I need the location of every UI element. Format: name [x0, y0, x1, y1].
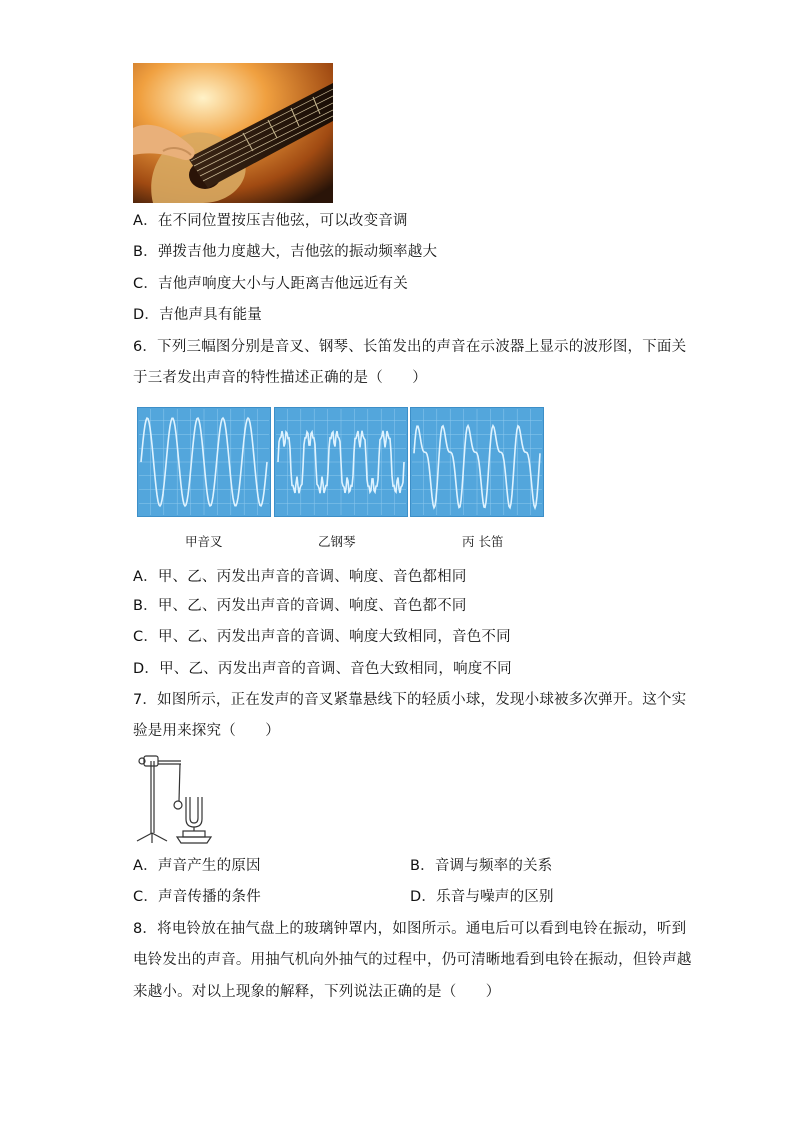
- q6-option-a: A．甲、乙、丙发出声音的音调、响度、音色都相同: [133, 569, 467, 585]
- q8-stem-line1: 8．将电铃放在抽气盘上的玻璃钟罩内，如图所示。通电后可以看到电铃在振动，听到: [133, 921, 687, 937]
- tuning-fork-pendulum-figure: [131, 753, 215, 845]
- waveform-tuning-fork: [137, 407, 271, 517]
- q6-stem-line1: 6．下列三幅图分别是音叉、钢琴、长笛发出的声音在示波器上显示的波形图，下面关: [133, 339, 687, 355]
- q7-option-c: C．声音传播的条件: [133, 889, 261, 905]
- q8-stem-line2: 电铃发出的声音。用抽气机向外抽气的过程中，仍可清晰地看到电铃在振动，但铃声越: [133, 952, 692, 968]
- caption-flute: 丙 长笛: [462, 534, 504, 549]
- q7-stem-line2: 验是用来探究（ ）: [133, 723, 280, 739]
- caption-piano: 乙钢琴: [318, 534, 356, 549]
- waveform-flute: [410, 407, 544, 517]
- q6-stem-line2: 于三者发出声音的特性描述正确的是（ ）: [133, 370, 427, 386]
- waveform-piano: [274, 407, 408, 517]
- q5-option-c: C．吉他声响度大小与人距离吉他远近有关: [133, 276, 408, 292]
- q7-option-b: B．音调与频率的关系: [410, 858, 553, 874]
- q5-option-d: D．吉他声具有能量: [133, 307, 262, 323]
- q6-option-c: C．甲、乙、丙发出声音的音调、响度大致相同，音色不同: [133, 629, 511, 645]
- q6-option-d: D．甲、乙、丙发出声音的音调、音色大致相同，响度不同: [133, 661, 512, 677]
- q7-stem-line1: 7．如图所示，正在发声的音叉紧靠悬线下的轻质小球，发现小球被多次弹开。这个实: [133, 692, 687, 708]
- guitar-photo: [133, 63, 333, 203]
- q7-option-a: A．声音产生的原因: [133, 858, 261, 874]
- q5-option-a: A．在不同位置按压吉他弦，可以改变音调: [133, 213, 408, 229]
- q5-option-b: B．弹拨吉他力度越大，吉他弦的振动频率越大: [133, 244, 438, 260]
- q6-option-b: B．甲、乙、丙发出声音的音调、响度、音色都不同: [133, 598, 467, 614]
- caption-tuning-fork: 甲音叉: [185, 534, 223, 549]
- q7-option-d: D．乐音与噪声的区别: [410, 889, 554, 905]
- q8-stem-line3: 来越小。对以上现象的解释，下列说法正确的是（ ）: [133, 984, 501, 1000]
